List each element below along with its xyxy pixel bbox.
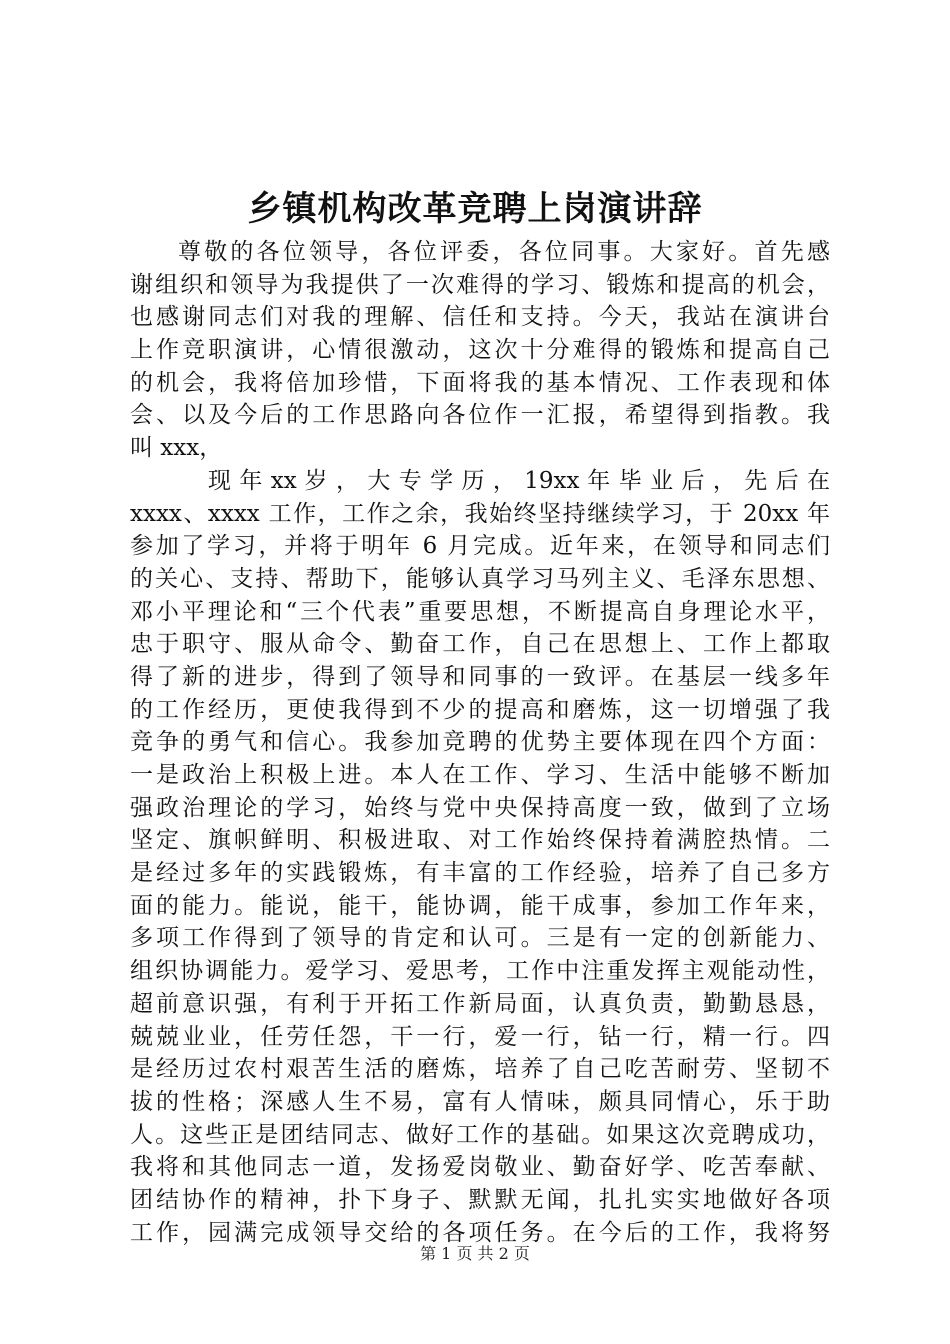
body-line: 拔的性格；深感人生不易，富有人情味，颇具同情心，乐于助 [130,1088,830,1115]
body-line: 竞争的勇气和信心。我参加竞聘的优势主要体现在四个方面： [130,729,830,756]
body-line: 的机会，我将倍加珍惜，下面将我的基本情况、工作表现和体 [130,369,830,396]
body-line: 参加了学习，并将于明年 6 月完成。近年来，在领导和同志们 [130,533,830,560]
body-line: 叫 xxx， [130,435,223,462]
body-line: 多项工作得到了领导的肯定和认可。三是有一定的创新能力、 [130,925,830,952]
body-line: 得了新的进步，得到了领导和同事的一致评。在基层一线多年 [130,663,830,690]
body-line: 的关心、支持、帮助下，能够认真学习马列主义、毛泽东思想、 [130,565,830,592]
body-line: 的工作经历，更使我得到不少的提高和磨炼，这一切增强了我 [130,696,830,723]
body-line: xxxx、xxxx 工作，工作之余，我始终坚持继续学习，于 20xx 年 [130,500,830,527]
body-line: 邓小平理论和“三个代表”重要思想，不断提高自身理论水平， [130,598,830,625]
body-line: 组织协调能力。爱学习、爱思考，工作中注重发挥主观能动性， [130,958,830,985]
body-line: 工作，园满完成领导交给的各项任务。在今后的工作，我将努 [130,1219,830,1246]
document-body [130,236,830,1249]
document-title: 乡镇机构改革竞聘上岗演讲辞 [247,189,703,229]
body-line: 上作竞职演讲，心情很激动，这次十分难得的锻炼和提高自己 [130,337,830,364]
body-line: 会、以及今后的工作思路向各位作一汇报，希望得到指教。我 [130,402,830,429]
body-line: 人。这些正是团结同志、做好工作的基础。如果这次竞聘成功， [130,1121,830,1148]
body-line: 是经历过农村艰苦生活的磨炼，培养了自己吃苦耐劳、坚韧不 [130,1056,830,1083]
body-line: 尊敬的各位领导，各位评委，各位同事。大家好。首先感 [178,239,830,265]
body-line: 一是政治上积极上进。本人在工作、学习、生活中能够不断加 [130,762,830,788]
page-number: 第 1 页 共 2 页 [420,1244,530,1263]
body-line: 强政治理论的学习，始终与党中央保持高度一致，做到了立场 [130,794,830,821]
body-line: 忠于职守、服从命令、勤奋工作，自己在思想上、工作上都取 [130,631,830,658]
body-line: 兢兢业业，任劳任怨，干一行，爱一行，钻一行，精一行。四 [130,1023,830,1050]
body-line: 是经过多年的实践锻炼，有丰富的工作经验，培养了自己多方 [130,860,830,887]
body-line: 面的能力。能说，能干，能协调，能干成事，参加工作年来， [130,892,830,919]
body-line: 现 年 xx 岁 ， 大 专 学 历 ， 19xx 年 毕 业 后 ， 先 后 在 [208,467,830,494]
page-footer [0,1243,950,1265]
body-line: 超前意识强，有利于开拓工作新局面，认真负责，勤勤恳恳， [130,990,830,1017]
body-line: 也感谢同志们对我的理解、信任和支持。今天，我站在演讲台 [130,304,830,331]
body-line: 坚定、旗帜鲜明、积极进取、对工作始终保持着满腔热情。二 [130,827,830,854]
body-line: 团结协作的精神，扑下身子、默默无闻，扎扎实实地做好各项 [130,1186,830,1213]
body-line: 谢组织和领导为我提供了一次难得的学习、锻炼和提高的机会， [130,271,830,298]
body-line: 我将和其他同志一道，发扬爱岗敬业、勤奋好学、吃苦奉献、 [130,1154,830,1181]
